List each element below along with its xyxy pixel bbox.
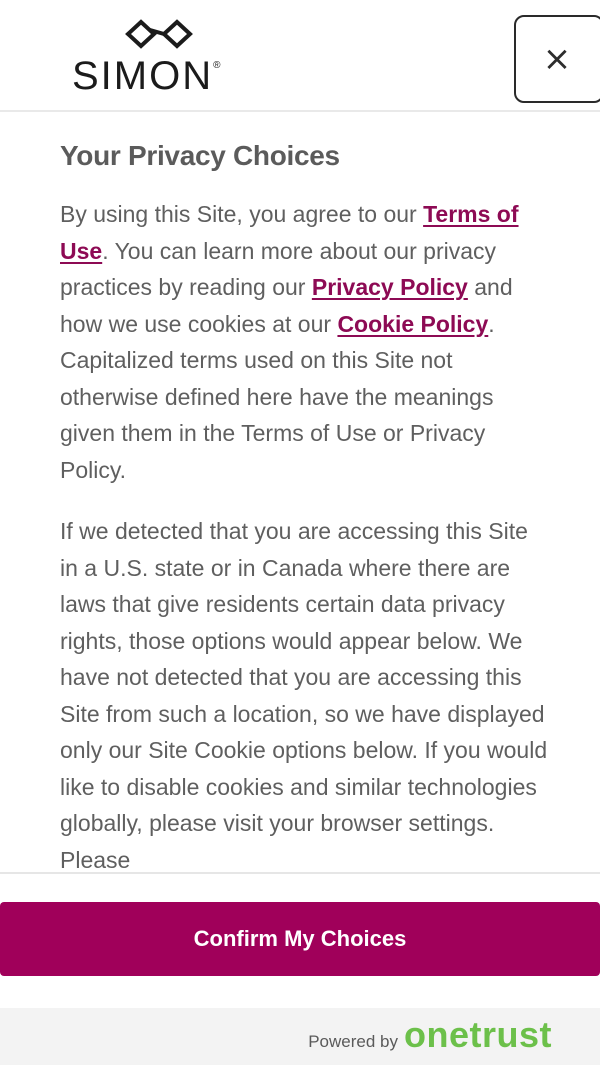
privacy-content[interactable] [0,112,600,872]
confirm-choices-button[interactable]: Confirm My Choices [0,902,600,976]
cookie-policy-link[interactable]: Cookie Policy [337,310,489,337]
terms-of-use-link[interactable]: Terms of Use [60,201,519,264]
header-bar [0,0,600,112]
location-paragraph: If we detected that you are accessing this Site in a U.S. state or in Canada where there are laws that give residents certain data privacy rights, those options would appear below. We have not detected that you are accessing this Site from such a location, so we have displayed only our Site Cookie options below. If you would like to disable cookies and similar technologies globally, please visit your browser settings. Please [60,518,548,872]
simon-logo[interactable] [72,14,272,99]
footer [0,1008,600,1065]
page-title: Your Privacy Choices [60,140,340,171]
close-icon: × [542,39,572,79]
powered-by-onetrust[interactable] [308,1014,552,1056]
divider [0,872,600,874]
intro-paragraph: By using this Site, you agree to our Terms of Use. You can learn more about our privacy practices by reading our Privacy Policy and how we use cookies at our Cookie Policy. Capitalized terms used on this Site not otherwise defined here have the meanings given them in the Terms of Use or Privacy Policy. [60,201,519,483]
privacy-policy-link[interactable]: Privacy Policy [311,274,468,300]
onetrust-logo: onetrust [404,1014,552,1055]
simon-logo-mark-icon [124,18,194,50]
logo-wordmark: SIMON® [72,54,221,98]
powered-by-label: Powered by [308,1032,398,1051]
close-button[interactable] [514,15,600,103]
